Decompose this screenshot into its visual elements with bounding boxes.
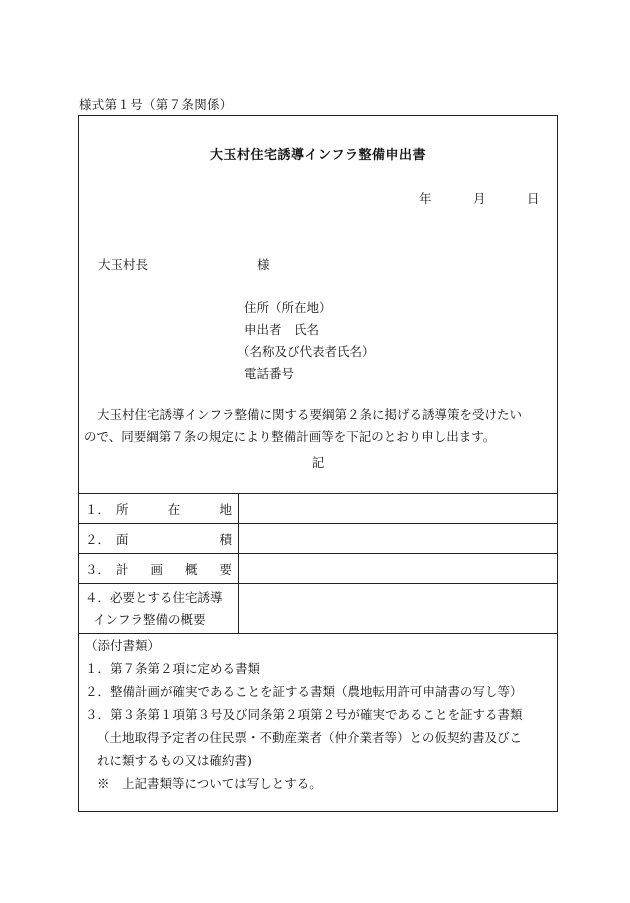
- table-row-area: [79, 524, 557, 554]
- applicant-org-label: （名称及び代表者氏名）: [237, 344, 375, 359]
- infrastructure-value[interactable]: [239, 584, 557, 633]
- area-value[interactable]: [239, 524, 557, 553]
- area-label: ２． 面 積: [79, 524, 239, 553]
- location-label: １． 所 在 地: [79, 494, 239, 523]
- form-title: 大玉村住宅誘導インフラ整備申出書: [209, 148, 426, 163]
- attachments-heading: （添付書類）: [85, 638, 161, 653]
- location-value[interactable]: [239, 494, 557, 523]
- date-year-label: 年: [419, 191, 432, 206]
- body-line-1: 大玉村住宅誘導インフラ整備に関する要綱第２条に掲げる誘導策を受けたい: [97, 407, 523, 422]
- date-day-label: 日: [527, 191, 540, 206]
- attachments-section: [85, 634, 553, 795]
- plan-summary-label: ３． 計 画 概 要: [79, 554, 239, 583]
- attachments-note: ※ 上記書類等については写しとする。: [97, 776, 322, 791]
- addressee-suffix: 様: [257, 257, 270, 272]
- form-number: 様式第１号（第７条関係）: [79, 97, 233, 112]
- body-line-2: ので、同要綱第７条の規定により整備計画等を下記のとおり申し出ます。: [84, 429, 496, 444]
- table-row-infrastructure: [79, 584, 557, 634]
- attachment-item-3: ３．第３条第１項第３号及び同条第２項第２号が確実であることを証する書類: [85, 707, 523, 722]
- attachment-item-2: ２．整備計画が確実であることを証する書類（農地転用許可申請書の写し等）: [85, 684, 523, 699]
- attachment-item-3-detail-1: （土地取得予定者の住民票・不動産業者（仲介業者等）との仮契約書及びこ: [97, 730, 523, 745]
- details-table: [79, 493, 557, 634]
- table-row-plan: [79, 554, 557, 584]
- applicant-address-label: 住所（所在地）: [244, 300, 332, 315]
- plan-summary-value[interactable]: [239, 554, 557, 583]
- ki-heading: 記: [311, 455, 325, 470]
- application-form-frame: [78, 115, 558, 812]
- applicant-name-label: 申出者 氏名: [244, 322, 320, 337]
- body-paragraph: [84, 404, 553, 448]
- applicant-phone-label: 電話番号: [244, 366, 295, 381]
- infrastructure-label: ４．必要とする住宅誘導 インフラ整備の概要: [79, 584, 239, 633]
- table-row-location: [79, 494, 557, 524]
- attachment-item-3-detail-2: れに類するもの又は確約書): [97, 753, 252, 768]
- addressee-name: 大玉村長: [98, 257, 149, 272]
- attachment-item-1: １．第７条第２項に定める書類: [85, 661, 261, 676]
- date-month-label: 月: [473, 191, 486, 206]
